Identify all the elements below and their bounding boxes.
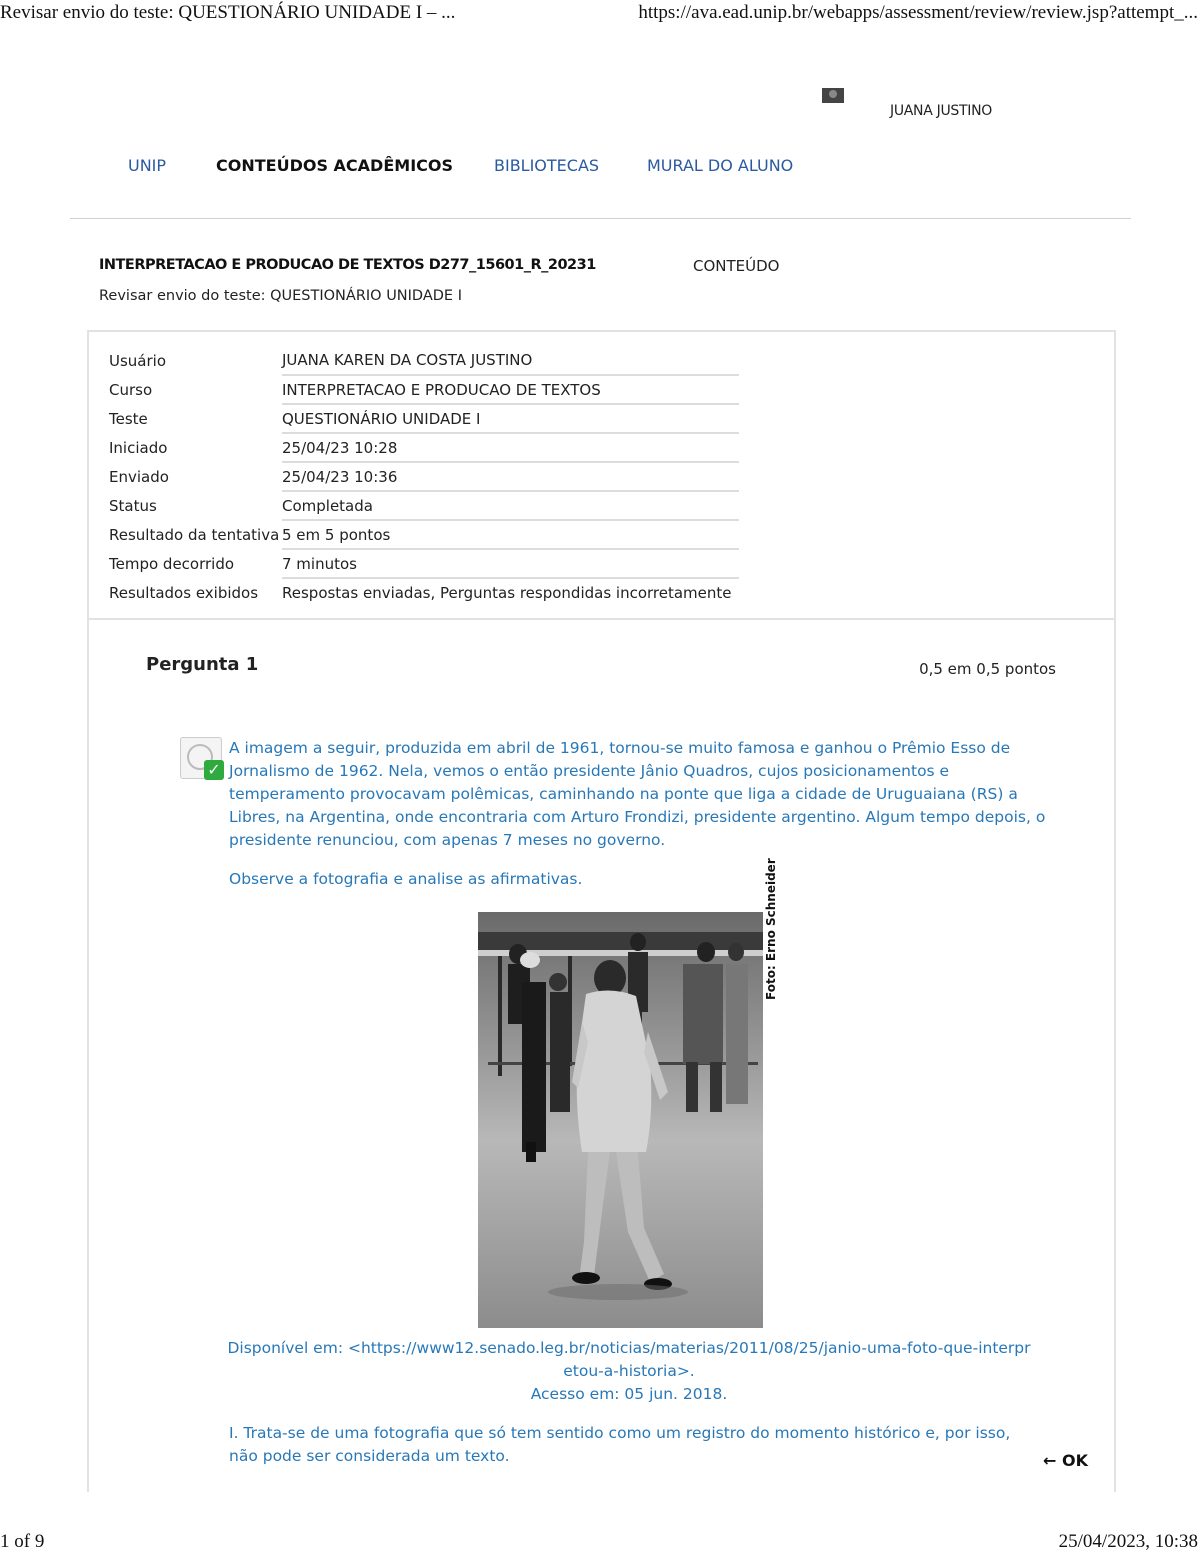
table-row	[109, 404, 739, 433]
table-row	[109, 520, 739, 549]
page-title: Revisar envio do teste: QUESTIONÁRIO UNIDADE I	[99, 288, 462, 304]
question-photo	[478, 912, 763, 1328]
table-row	[109, 462, 739, 491]
summary-label: Status	[109, 496, 157, 515]
table-row	[109, 346, 739, 375]
review-panel	[87, 330, 1116, 1492]
summary-value: QUESTIONÁRIO UNIDADE I	[282, 404, 739, 433]
table-row	[109, 433, 739, 462]
nav-item-conteudos-academicos[interactable]: CONTEÚDOS ACADÊMICOS	[216, 156, 454, 175]
nav-item-unip[interactable]: UNIP	[128, 156, 167, 175]
photo-illustration	[478, 912, 763, 1328]
table-row	[109, 578, 739, 607]
summary-value: INTERPRETACAO E PRODUCAO DE TEXTOS	[282, 375, 739, 404]
summary-label: Curso	[109, 380, 153, 399]
avatar[interactable]	[822, 88, 844, 103]
ok-button[interactable]: ← OK	[1043, 1451, 1088, 1470]
question-statement: I. Trata-se de uma fotografia que só tem sentido como um registro do momento histórico e, por isso, não pode ser considerada um texto.	[229, 1424, 1011, 1465]
summary-label: Resultado da tentativa	[109, 525, 280, 544]
summary-value: Completada	[282, 491, 739, 520]
summary-label: Teste	[109, 409, 148, 428]
breadcrumb-section[interactable]: CONTEÚDO	[693, 257, 780, 275]
summary-label: Tempo decorrido	[109, 554, 235, 573]
summary-label: Usuário	[109, 351, 167, 370]
print-header-url: https://ava.ead.unip.br/webapps/assessment/review/review.jsp?attempt_...	[638, 2, 1198, 23]
print-header-title: Revisar envio do teste: QUESTIONÁRIO UNIDADE I – ...	[0, 2, 456, 23]
summary-value: 7 minutos	[282, 549, 739, 578]
table-row	[109, 375, 739, 404]
header-divider	[70, 218, 1131, 219]
source-citation	[209, 1337, 1049, 1406]
photo-credit: Foto: Erno Schneider	[764, 858, 778, 1000]
top-nav	[0, 156, 1200, 178]
attempt-summary-table	[109, 346, 739, 607]
summary-value: 25/04/23 10:36	[282, 462, 739, 491]
summary-label: Iniciado	[109, 438, 168, 457]
source-access-date: Acesso em: 05 jun. 2018.	[530, 1385, 728, 1403]
question-points: 0,5 em 0,5 pontos	[919, 660, 1056, 678]
breadcrumb-course[interactable]: INTERPRETACAO E PRODUCAO DE TEXTOS D277_15601_R_20231	[99, 257, 596, 273]
print-footer-page: 1 of 9	[0, 1531, 45, 1552]
question-instruction: Observe a fotografia e analise as afirmativas.	[229, 870, 583, 888]
nav-item-mural-do-aluno[interactable]: MURAL DO ALUNO	[647, 156, 794, 175]
source-line[interactable]: etou-a-historia>.	[563, 1362, 695, 1380]
summary-label: Resultados exibidos	[109, 583, 259, 602]
user-name[interactable]: JUANA JUSTINO	[890, 103, 992, 119]
summary-value: JUANA KAREN DA COSTA JUSTINO	[282, 346, 739, 375]
table-row	[109, 549, 739, 578]
panel-divider	[89, 618, 1114, 620]
source-line[interactable]: Disponível em: <https://www12.senado.leg.br/noticias/materias/2011/08/25/janio-uma-foto-que-interpr	[227, 1339, 1031, 1357]
nav-item-bibliotecas[interactable]: BIBLIOTECAS	[494, 156, 600, 175]
checkmark-icon: ✓	[204, 760, 224, 780]
summary-value: Respostas enviadas, Perguntas respondidas incorretamente	[282, 584, 732, 602]
summary-value: 25/04/23 10:28	[282, 433, 739, 462]
question-title: Pergunta 1	[146, 654, 259, 675]
table-row	[109, 491, 739, 520]
question-text: A imagem a seguir, produzida em abril de 1961, tornou-se muito famosa e ganhou o Prêmio Esso de Jornalismo de 1962. Nela, vemos o então presidente Jânio Quadros, cujos posicionamentos e temperamento provocavam polêmicas, caminhando na ponte que liga a cidade de Uruguaiana (RS) a Libres, na Argentina, onde encontraria com Arturo Frondizi, presidente argentino. Algum tempo depois, o presidente renunciou, com apenas 7 meses no governo.	[229, 739, 1046, 849]
summary-value: 5 em 5 pontos	[282, 520, 739, 549]
summary-label: Enviado	[109, 467, 169, 486]
print-footer-datetime: 25/04/2023, 10:38	[1058, 1531, 1198, 1552]
correct-answer-icon	[180, 737, 222, 779]
